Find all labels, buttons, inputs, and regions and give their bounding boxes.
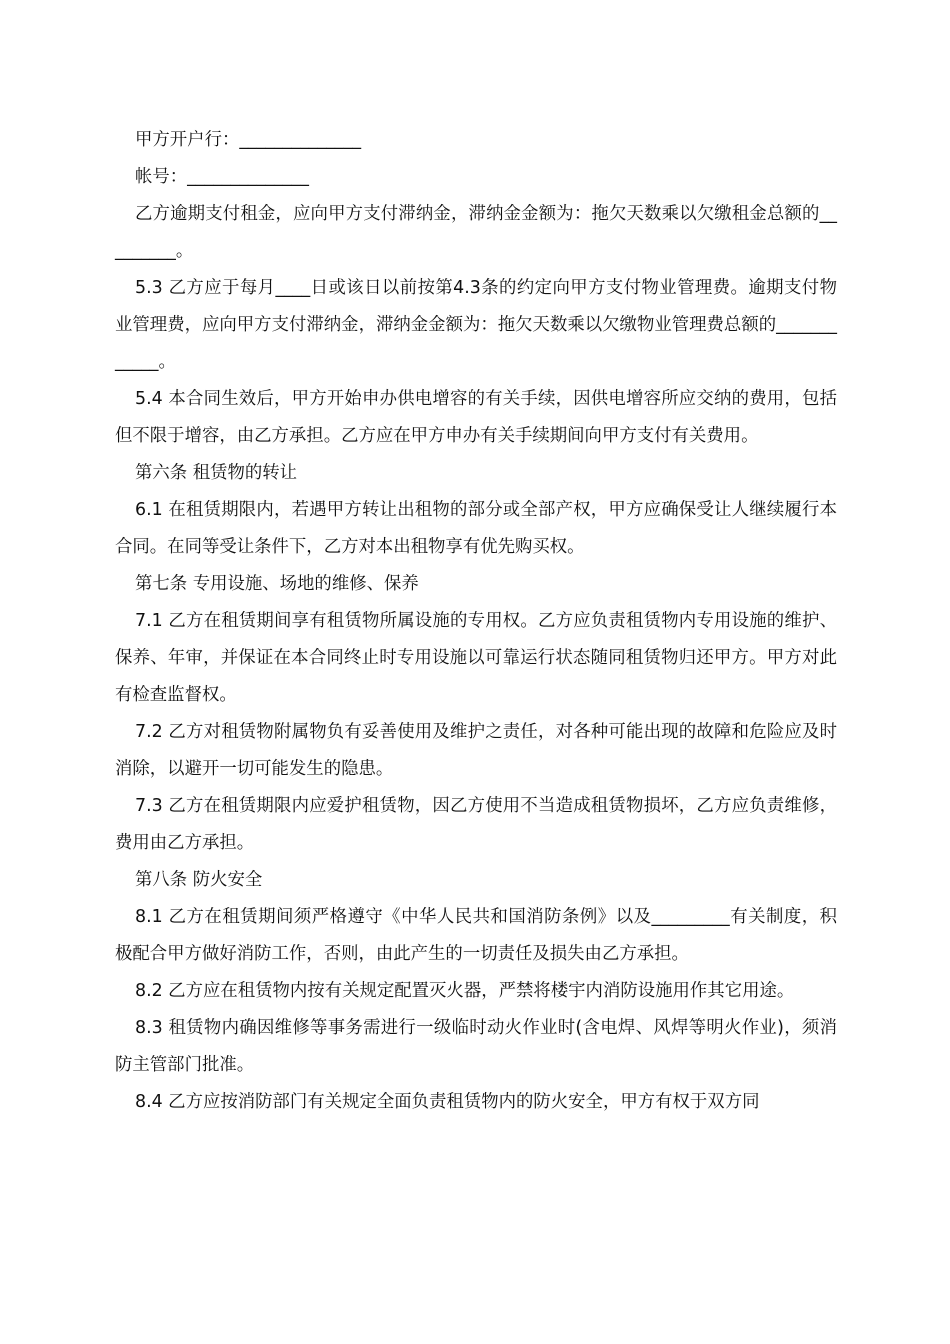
article-6-heading: 第六条 租赁物的转让	[135, 463, 298, 483]
late-rent-penalty-paragraph: 乙方逾期支付租金，应向甲方支付滞纳金，滞纳金金额为：拖欠天数乘以欠缴租金总额的_________。	[115, 204, 837, 261]
clause-8-4: 8.4 乙方应按消防部门有关规定全面负责租赁物内的防火安全，甲方有权于双方同	[135, 1092, 760, 1112]
clause-7-1: 7.1 乙方在租赁期间享有租赁物所属设施的专用权。乙方应负责租赁物内专用设施的维护、保养、年审，并保证在本合同终止时专用设施以可靠运行状态随同租赁物归还甲方。甲方对此有检查监督权。	[115, 611, 837, 705]
clause-8-2: 8.2 乙方应在租赁物内按有关规定配置灭火器，严禁将楼宇内消防设施用作其它用途。	[135, 981, 795, 1001]
clause-8-1: 8.1 乙方在租赁期间须严格遵守《中华人民共和国消防条例》以及_________有关制度，积极配合甲方做好消防工作，否则，由此产生的一切责任及损失由乙方承担。	[115, 907, 837, 964]
bank-account-line: 甲方开户行：______________	[135, 130, 362, 150]
clause-5-3: 5.3 乙方应于每月____日或该日以前按第4.3条的约定向甲方支付物业管理费。逾期支付物业管理费，应向甲方支付滞纳金，滞纳金金额为：拖欠天数乘以欠缴物业管理费总额的____________。	[115, 278, 837, 372]
account-number-line: 帐号：______________	[135, 167, 309, 187]
clause-7-2: 7.2 乙方对租赁物附属物负有妥善使用及维护之责任，对各种可能出现的故障和危险应及时消除，以避开一切可能发生的隐患。	[115, 722, 837, 779]
document-body	[115, 122, 837, 1121]
clause-8-3: 8.3 租赁物内确因维修等事务需进行一级临时动火作业时(含电焊、风焊等明火作业)，须消防主管部门批准。	[115, 1018, 837, 1075]
clause-7-3: 7.3 乙方在租赁期限内应爱护租赁物，因乙方使用不当造成租赁物损坏，乙方应负责维修，费用由乙方承担。	[115, 796, 837, 853]
clause-5-4: 5.4 本合同生效后，甲方开始申办供电增容的有关手续，因供电增容所应交纳的费用，包括但不限于增容，由乙方承担。乙方应在甲方申办有关手续期间向甲方支付有关费用。	[115, 389, 837, 446]
clause-6-1: 6.1 在租赁期限内，若遇甲方转让出租物的部分或全部产权，甲方应确保受让人继续履行本合同。在同等受让条件下，乙方对本出租物享有优先购买权。	[115, 500, 837, 557]
article-7-heading: 第七条 专用设施、场地的维修、保养	[135, 574, 419, 594]
article-8-heading: 第八条 防火安全	[135, 870, 263, 890]
